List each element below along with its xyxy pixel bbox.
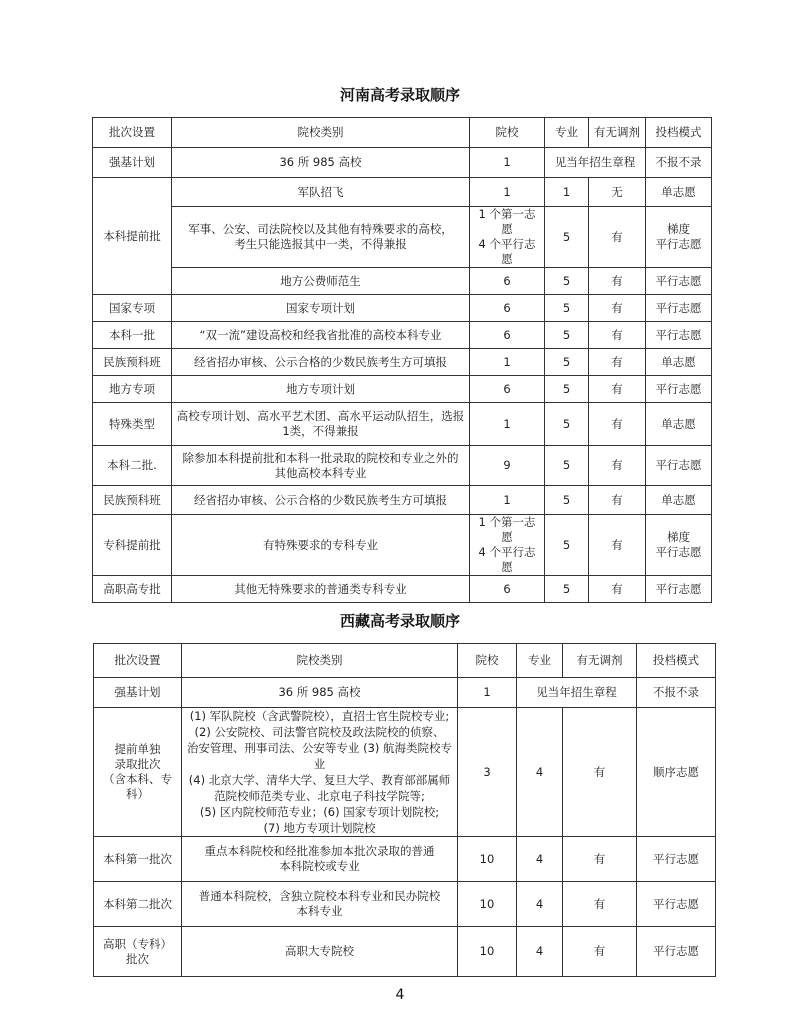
mode-cell: 单志愿 bbox=[646, 178, 712, 207]
header-cell: 院校类别 bbox=[182, 644, 458, 678]
category-cell: 军队招飞 bbox=[172, 178, 470, 207]
batch-cell: 民族预科班 bbox=[93, 486, 172, 515]
tibet-table-title: 西藏高考录取顺序 bbox=[339, 612, 460, 630]
adjust-cell: 有 bbox=[589, 515, 646, 576]
header-cell: 投档模式 bbox=[646, 118, 712, 148]
major-cell: 5 bbox=[545, 486, 589, 515]
batch-cell: 高职高专批 bbox=[93, 576, 172, 603]
major-cell: 5 bbox=[545, 268, 589, 295]
table-header-row bbox=[93, 118, 712, 148]
major-cell: 5 bbox=[545, 376, 589, 403]
header-cell: 有无调剂 bbox=[563, 644, 637, 678]
table-row bbox=[93, 515, 712, 576]
school-cell: 10 bbox=[458, 837, 517, 882]
batch-cell: 强基计划 bbox=[93, 148, 172, 178]
category-cell: (1) 军队院校（含武警院校），直招士官生院校专业; (2) 公安院校、司法警官院校及政法院校的侦察、 治安管理、刑事司法、公安等专业 (3) 航海类院校专业 (4) 北京大学、清华大学、复旦大学、教育部部属师 范院校师范类专业、北京电子科技学院等; (5) 区内院校师范专业；(6) 国家专项计划院校; (7) 地方专项计划院校 bbox=[182, 708, 458, 837]
merged-note-cell: 见当年招生章程 bbox=[545, 148, 646, 178]
mode-cell: 不报不录 bbox=[637, 678, 716, 708]
school-cell: 3 bbox=[458, 708, 517, 837]
table-row bbox=[94, 882, 716, 927]
table-row bbox=[94, 837, 716, 882]
major-cell: 5 bbox=[545, 515, 589, 576]
mode-cell: 单志愿 bbox=[646, 403, 712, 446]
category-cell: 地方公费师范生 bbox=[172, 268, 470, 295]
category-cell: 经省招办审核、公示合格的少数民族考生方可填报 bbox=[172, 349, 470, 376]
category-cell: 有特殊要求的专科专业 bbox=[172, 515, 470, 576]
adjust-cell: 有 bbox=[563, 882, 637, 927]
school-cell: 6 bbox=[470, 576, 545, 603]
adjust-cell: 有 bbox=[563, 708, 637, 837]
batch-cell: 本科提前批 bbox=[93, 178, 172, 295]
school-cell: 6 bbox=[470, 268, 545, 295]
table-row bbox=[93, 349, 712, 376]
mode-cell: 不报不录 bbox=[646, 148, 712, 178]
table-row bbox=[94, 927, 716, 977]
adjust-cell: 有 bbox=[589, 268, 646, 295]
header-cell: 院校类别 bbox=[172, 118, 470, 148]
batch-cell: 本科第二批次 bbox=[94, 882, 182, 927]
adjust-cell: 有 bbox=[563, 837, 637, 882]
major-cell: 4 bbox=[517, 837, 563, 882]
major-cell: 5 bbox=[545, 446, 589, 486]
header-cell: 院校 bbox=[470, 118, 545, 148]
table-row bbox=[93, 322, 712, 349]
category-cell: 高校专项计划、高水平艺术团、高水平运动队招生，选报 1类，不得兼报 bbox=[172, 403, 470, 446]
mode-cell: 平行志愿 bbox=[646, 322, 712, 349]
mode-cell: 平行志愿 bbox=[646, 446, 712, 486]
adjust-cell: 有 bbox=[589, 576, 646, 603]
table-header-row bbox=[94, 644, 716, 678]
header-cell: 批次设置 bbox=[93, 118, 172, 148]
henan-admission-table bbox=[92, 117, 712, 603]
adjust-cell: 有 bbox=[589, 376, 646, 403]
major-cell: 5 bbox=[545, 207, 589, 268]
header-cell: 有无调剂 bbox=[589, 118, 646, 148]
category-cell: 国家专项计划 bbox=[172, 295, 470, 322]
henan-table-title: 河南高考录取顺序 bbox=[339, 86, 460, 104]
batch-cell: 本科一批 bbox=[93, 322, 172, 349]
table-row bbox=[93, 178, 712, 207]
school-cell: 1 bbox=[470, 403, 545, 446]
major-cell: 5 bbox=[545, 403, 589, 446]
category-cell: 普通本科院校，含独立院校本科专业和民办院校 本科专业 bbox=[182, 882, 458, 927]
mode-cell: 平行志愿 bbox=[646, 376, 712, 403]
merged-note-cell: 见当年招生章程 bbox=[517, 678, 637, 708]
page-number: 4 bbox=[395, 987, 405, 1003]
mode-cell: 平行志愿 bbox=[646, 295, 712, 322]
category-cell: 其他无特殊要求的普通类专科专业 bbox=[172, 576, 470, 603]
major-cell: 5 bbox=[545, 576, 589, 603]
mode-cell: 梯度 平行志愿 bbox=[646, 207, 712, 268]
category-cell: 除参加本科提前批和本科一批录取的院校和专业之外的 其他高校本科专业 bbox=[172, 446, 470, 486]
header-cell: 专业 bbox=[517, 644, 563, 678]
category-cell: “双一流”建设高校和经我省批准的高校本科专业 bbox=[172, 322, 470, 349]
table-row bbox=[93, 207, 712, 268]
school-cell: 1 bbox=[470, 178, 545, 207]
adjust-cell: 有 bbox=[589, 486, 646, 515]
category-cell: 军事、公安、司法院校以及其他有特殊要求的高校， 考生只能选报其中一类，不得兼报 bbox=[172, 207, 470, 268]
major-cell: 5 bbox=[545, 295, 589, 322]
category-cell: 36 所 985 高校 bbox=[172, 148, 470, 178]
batch-cell: 本科第一批次 bbox=[94, 837, 182, 882]
school-cell: 6 bbox=[470, 376, 545, 403]
header-cell: 院校 bbox=[458, 644, 517, 678]
major-cell: 4 bbox=[517, 708, 563, 837]
adjust-cell: 有 bbox=[563, 927, 637, 977]
category-cell: 重点本科院校和经批准参加本批次录取的普通 本科院校或专业 bbox=[182, 837, 458, 882]
major-cell: 4 bbox=[517, 927, 563, 977]
table-row bbox=[93, 486, 712, 515]
batch-cell: 民族预科班 bbox=[93, 349, 172, 376]
school-cell: 1 bbox=[470, 148, 545, 178]
batch-cell: 强基计划 bbox=[94, 678, 182, 708]
school-cell: 1 bbox=[470, 486, 545, 515]
header-cell: 投档模式 bbox=[637, 644, 716, 678]
table-row bbox=[94, 708, 716, 837]
school-cell: 9 bbox=[470, 446, 545, 486]
table-row bbox=[93, 403, 712, 446]
table-row bbox=[93, 376, 712, 403]
school-cell: 6 bbox=[470, 295, 545, 322]
adjust-cell: 有 bbox=[589, 322, 646, 349]
mode-cell: 平行志愿 bbox=[637, 927, 716, 977]
category-cell: 经省招办审核、公示合格的少数民族考生方可填报 bbox=[172, 486, 470, 515]
tibet-admission-table bbox=[93, 643, 716, 977]
major-cell: 1 bbox=[545, 178, 589, 207]
adjust-cell: 有 bbox=[589, 403, 646, 446]
header-cell: 批次设置 bbox=[94, 644, 182, 678]
table-row bbox=[93, 148, 712, 178]
major-cell: 4 bbox=[517, 882, 563, 927]
batch-cell: 地方专项 bbox=[93, 376, 172, 403]
table-row bbox=[93, 295, 712, 322]
batch-cell: 专科提前批 bbox=[93, 515, 172, 576]
school-cell: 10 bbox=[458, 882, 517, 927]
school-cell: 1 个第一志愿 4 个平行志愿 bbox=[470, 515, 545, 576]
adjust-cell: 有 bbox=[589, 349, 646, 376]
category-cell: 36 所 985 高校 bbox=[182, 678, 458, 708]
school-cell: 1 bbox=[458, 678, 517, 708]
mode-cell: 梯度 平行志愿 bbox=[646, 515, 712, 576]
school-cell: 6 bbox=[470, 322, 545, 349]
school-cell: 1 个第一志愿 4 个平行志愿 bbox=[470, 207, 545, 268]
batch-cell: 特殊类型 bbox=[93, 403, 172, 446]
adjust-cell: 有 bbox=[589, 295, 646, 322]
mode-cell: 顺序志愿 bbox=[637, 708, 716, 837]
mode-cell: 平行志愿 bbox=[637, 882, 716, 927]
mode-cell: 单志愿 bbox=[646, 486, 712, 515]
school-cell: 10 bbox=[458, 927, 517, 977]
major-cell: 5 bbox=[545, 349, 589, 376]
batch-cell: 本科二批. bbox=[93, 446, 172, 486]
header-cell: 专业 bbox=[545, 118, 589, 148]
batch-cell: 提前单独 录取批次 （含本科、专科） bbox=[94, 708, 182, 837]
adjust-cell: 无 bbox=[589, 178, 646, 207]
table-row bbox=[94, 678, 716, 708]
mode-cell: 平行志愿 bbox=[646, 576, 712, 603]
mode-cell: 平行志愿 bbox=[637, 837, 716, 882]
major-cell: 5 bbox=[545, 322, 589, 349]
category-cell: 高职大专院校 bbox=[182, 927, 458, 977]
mode-cell: 平行志愿 bbox=[646, 268, 712, 295]
table-row bbox=[93, 446, 712, 486]
school-cell: 1 bbox=[470, 349, 545, 376]
adjust-cell: 有 bbox=[589, 207, 646, 268]
adjust-cell: 有 bbox=[589, 446, 646, 486]
batch-cell: 国家专项 bbox=[93, 295, 172, 322]
batch-cell: 高职（专科） 批次 bbox=[94, 927, 182, 977]
table-row bbox=[93, 268, 712, 295]
category-cell: 地方专项计划 bbox=[172, 376, 470, 403]
table-row bbox=[93, 576, 712, 603]
mode-cell: 单志愿 bbox=[646, 349, 712, 376]
